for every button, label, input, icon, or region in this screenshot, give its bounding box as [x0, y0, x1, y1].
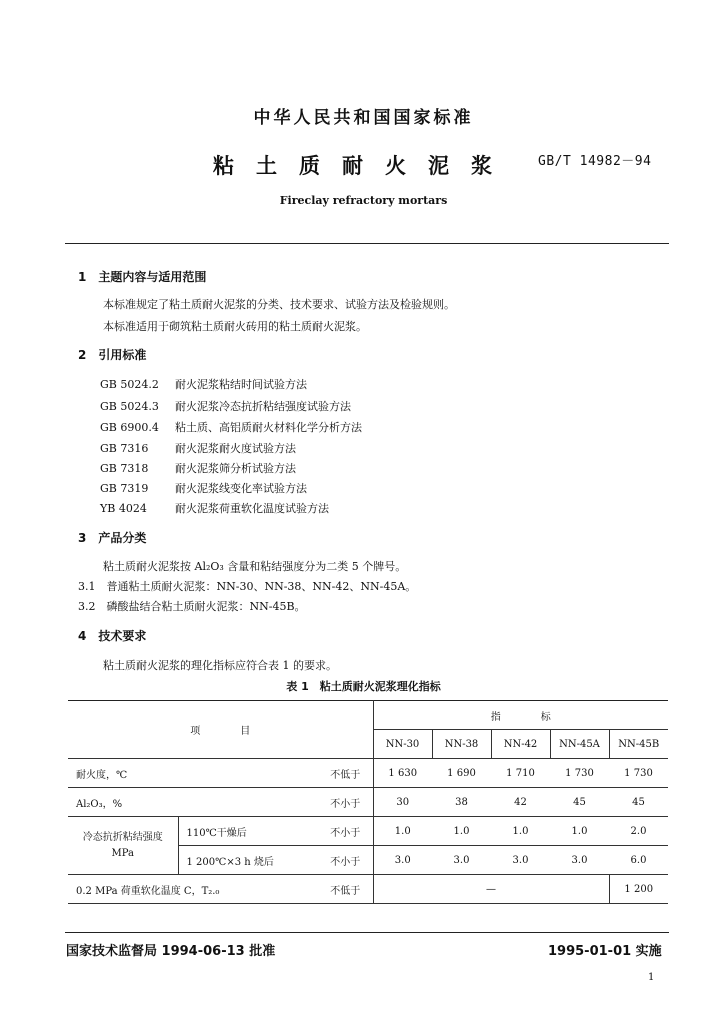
- table-1-caption: 表 1 粘土质耐火泥浆理化指标: [286, 680, 441, 693]
- grade-header: NN-30: [373, 730, 432, 759]
- table-cell: 42: [491, 788, 550, 817]
- table-cell: 2.0: [609, 817, 668, 846]
- row-item: Al₂O₃，%: [68, 788, 318, 817]
- section-3-1: 3.1 普通粘土质耐火泥浆：NN-30、NN-38、NN-42、NN-45A。: [78, 580, 417, 593]
- table-cell: 30: [373, 788, 432, 817]
- grade-header: NN-45B: [609, 730, 668, 759]
- table-row: [68, 788, 668, 817]
- section-3-para: 粘土质耐火泥浆按 Al₂O₃ 含量和粘结强度分为二类 5 个牌号。: [103, 560, 407, 573]
- grade-header: NN-45A: [550, 730, 609, 759]
- strength-label: 冷态抗折粘结强度: [82, 831, 163, 843]
- reference-item: GB 5024.3 耐火泥浆冷态抗折粘结强度试验方法: [100, 400, 351, 413]
- section-4-para: 粘土质耐火泥浆的理化指标应符合表 1 的要求。: [103, 659, 337, 672]
- table-cell: 1.0: [432, 817, 491, 846]
- reference-item: GB 5024.2 耐火泥浆粘结时间试验方法: [100, 378, 307, 391]
- reference-item: GB 7318 耐火泥浆筛分析试验方法: [100, 462, 296, 475]
- table-cell-merged: —: [373, 875, 609, 904]
- table-cell: 3.0: [373, 846, 432, 875]
- footer-rule: [65, 932, 669, 933]
- table-cell: 45: [550, 788, 609, 817]
- table-cell: 1 200: [609, 875, 668, 904]
- section-1-para-2: 本标准适用于砌筑粘土质耐火砖用的粘土质耐火泥浆。: [103, 320, 367, 333]
- table-cell: 1 730: [550, 759, 609, 788]
- row-subitem: 110℃干燥后: [178, 817, 318, 846]
- row-condition: 不小于: [318, 846, 373, 875]
- table-1: [68, 700, 668, 904]
- table-cell: 1 630: [373, 759, 432, 788]
- table-cell: 3.0: [491, 846, 550, 875]
- reference-item: GB 7316 耐火泥浆耐火度试验方法: [100, 442, 296, 455]
- table-cell: 1.0: [550, 817, 609, 846]
- row-condition: 不小于: [318, 788, 373, 817]
- grade-header: NN-42: [491, 730, 550, 759]
- reference-item: YB 4024 耐火泥浆荷重软化温度试验方法: [100, 502, 329, 515]
- standard-number: GB/T 14982－94: [538, 154, 652, 169]
- row-item: 0.2 MPa 荷重软化温度 C，T₂.₀: [68, 875, 318, 904]
- table-cell: 3.0: [432, 846, 491, 875]
- table-cell: 1 710: [491, 759, 550, 788]
- reference-item: GB 7319 耐火泥浆线变化率试验方法: [100, 482, 307, 495]
- table-row: [68, 759, 668, 788]
- table-header-item: 项 目: [68, 701, 373, 759]
- section-1-para-1: 本标准规定了粘土质耐火泥浆的分类、技术要求、试验方法及检验规则。: [103, 298, 455, 311]
- header-rule: [65, 243, 669, 244]
- strength-unit: MPa: [111, 847, 134, 859]
- page-number: 1: [648, 972, 655, 983]
- table-cell: 6.0: [609, 846, 668, 875]
- row-condition: 不低于: [318, 759, 373, 788]
- section-4-heading: 4 技术要求: [78, 629, 147, 643]
- approval-line: 国家技术监督局 1994-06-13 批准: [66, 944, 276, 959]
- table-row: [68, 817, 668, 846]
- table-header-index: 指 标: [373, 701, 668, 730]
- table-cell: 38: [432, 788, 491, 817]
- implementation-line: 1995-01-01 实施: [548, 944, 662, 959]
- standard-org-header: 中华人民共和国国家标准: [253, 108, 474, 128]
- section-3-heading: 3 产品分类: [78, 531, 147, 545]
- table-cell: 1.0: [373, 817, 432, 846]
- strength-label-cell: [68, 817, 178, 875]
- table-cell: 3.0: [550, 846, 609, 875]
- table-cell: 1 730: [609, 759, 668, 788]
- table-row: [68, 875, 668, 904]
- table-cell: 45: [609, 788, 668, 817]
- row-subitem: 1 200℃×3 h 烧后: [178, 846, 318, 875]
- row-condition: 不低于: [318, 875, 373, 904]
- row-condition: 不小于: [318, 817, 373, 846]
- document-title: 粘土质耐火泥浆: [213, 154, 514, 178]
- row-item: 耐火度，℃: [68, 759, 318, 788]
- reference-item: GB 6900.4 粘土质、高铝质耐火材料化学分析方法: [100, 421, 362, 434]
- table-cell: 1.0: [491, 817, 550, 846]
- english-title: Fireclay refractory mortars: [279, 194, 448, 207]
- grade-header: NN-38: [432, 730, 491, 759]
- section-1-heading: 1 主题内容与适用范围: [78, 270, 207, 284]
- table-cell: 1 690: [432, 759, 491, 788]
- section-2-heading: 2 引用标准: [78, 348, 147, 362]
- section-3-2: 3.2 磷酸盐结合粘土质耐火泥浆：NN-45B。: [78, 600, 306, 613]
